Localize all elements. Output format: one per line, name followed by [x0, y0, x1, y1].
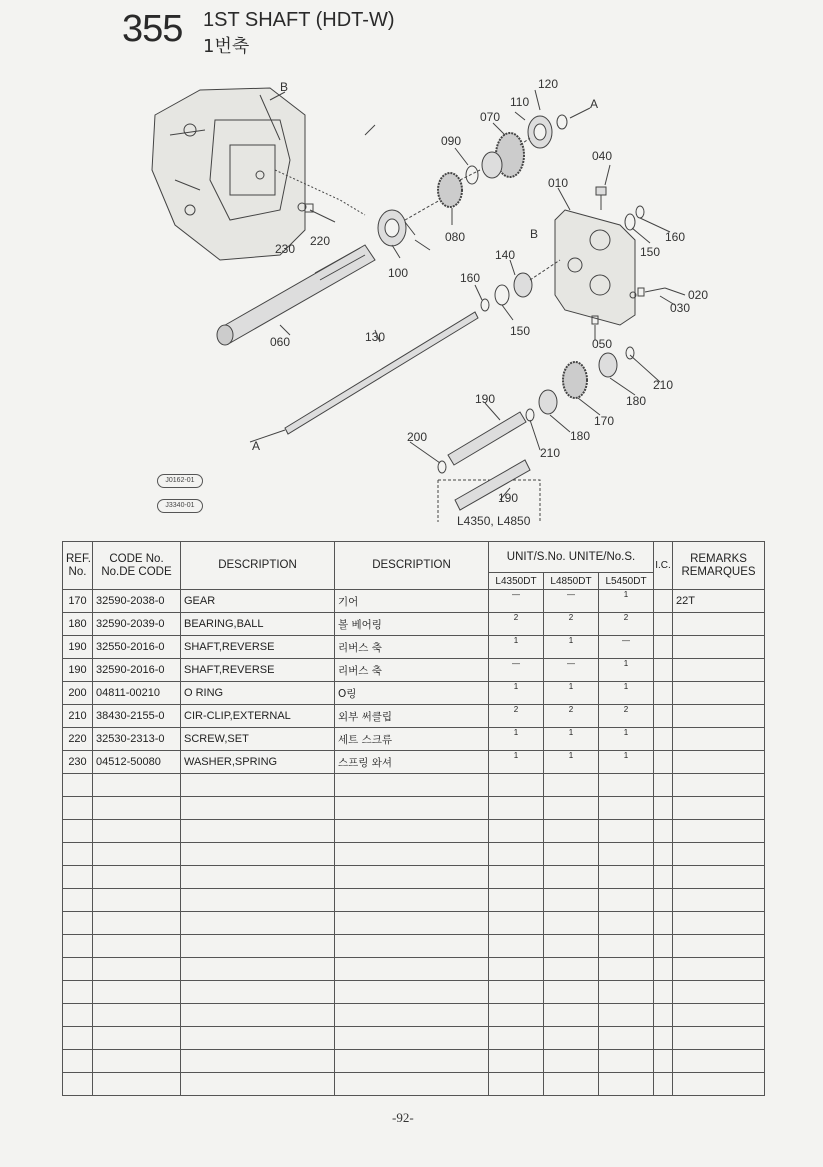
cell-desc-kr [335, 889, 489, 912]
cell-q1: 1 [489, 682, 544, 705]
cell-q3: 1 [599, 682, 654, 705]
cell-desc-kr [335, 1004, 489, 1027]
cell-ic [654, 981, 673, 1004]
cell-remarks [673, 1050, 765, 1073]
cell-ref: 190 [63, 659, 93, 682]
cell-desc-en [181, 981, 335, 1004]
cell-q2 [544, 1073, 599, 1096]
cell-remarks [673, 682, 765, 705]
cell-q1: — [489, 590, 544, 613]
cell-ic [654, 1073, 673, 1096]
cell-q3 [599, 866, 654, 889]
callout-210-right: 210 [653, 378, 674, 392]
cell-code [93, 889, 181, 912]
callout-180-lower: 180 [570, 429, 591, 443]
callout-160-middle: 160 [460, 271, 481, 285]
cell-q1 [489, 981, 544, 1004]
cell-code: 32590-2039-0 [93, 613, 181, 636]
cell-code [93, 1050, 181, 1073]
cell-ic [654, 682, 673, 705]
cell-desc-en [181, 1004, 335, 1027]
cell-desc-kr [335, 912, 489, 935]
callout-080: 080 [445, 230, 466, 244]
exploded-parts-diagram [130, 60, 730, 535]
cell-ref: 170 [63, 590, 93, 613]
cell-remarks [673, 889, 765, 912]
page-title: 1ST SHAFT (HDT-W) [203, 9, 395, 31]
cell-q3 [599, 912, 654, 935]
cell-code [93, 1027, 181, 1050]
serial-range-badge: J3340-01 [157, 499, 203, 513]
cell-q2: — [544, 590, 599, 613]
callout-030: 030 [670, 301, 691, 315]
callout-210-lower: 210 [540, 446, 561, 460]
cell-q2 [544, 1004, 599, 1027]
cell-desc-en [181, 797, 335, 820]
cell-q3 [599, 797, 654, 820]
cell-desc-kr [335, 981, 489, 1004]
cell-q3 [599, 958, 654, 981]
cell-desc-en [181, 843, 335, 866]
cell-q3 [599, 981, 654, 1004]
cell-code: 38430-2155-0 [93, 705, 181, 728]
cell-q1 [489, 958, 544, 981]
cell-ref [63, 981, 93, 1004]
cell-code [93, 912, 181, 935]
callout-020: 020 [688, 288, 709, 302]
cell-desc-kr: 기어 [335, 590, 489, 613]
cell-ref: 200 [63, 682, 93, 705]
ref-b-plate: B [530, 227, 539, 241]
cell-q1 [489, 889, 544, 912]
ref-a-bottom: A [252, 439, 261, 453]
cell-remarks [673, 958, 765, 981]
cell-q3 [599, 1073, 654, 1096]
cell-ref: 180 [63, 613, 93, 636]
callout-120: 120 [538, 77, 559, 91]
table-row [63, 682, 765, 705]
cell-ic [654, 613, 673, 636]
group-number: 355 [122, 8, 183, 50]
cell-q1 [489, 1004, 544, 1027]
cell-code [93, 958, 181, 981]
cell-ref: 210 [63, 705, 93, 728]
header-unit: UNIT/S.No. UNITE/No.S. [489, 542, 654, 573]
cell-q2 [544, 843, 599, 866]
cell-ref [63, 1004, 93, 1027]
cell-ref: 220 [63, 728, 93, 751]
header-ref: REF. No. [63, 542, 93, 590]
cell-ref [63, 797, 93, 820]
cell-desc-kr: 볼 베어링 [335, 613, 489, 636]
cell-desc-kr [335, 935, 489, 958]
cell-q2 [544, 912, 599, 935]
cell-desc-en [181, 889, 335, 912]
cell-ref [63, 866, 93, 889]
cell-q3: 2 [599, 613, 654, 636]
cell-remarks [673, 981, 765, 1004]
cell-ic [654, 797, 673, 820]
cell-desc-kr [335, 1073, 489, 1096]
cell-q1 [489, 1027, 544, 1050]
cell-remarks [673, 1027, 765, 1050]
cell-q1: 2 [489, 705, 544, 728]
cell-q1: — [489, 659, 544, 682]
callout-140: 140 [495, 248, 516, 262]
cell-ref [63, 843, 93, 866]
cell-ref [63, 1027, 93, 1050]
callout-050: 050 [592, 337, 613, 351]
cell-desc-kr [335, 958, 489, 981]
cell-q3: 1 [599, 751, 654, 774]
cell-desc-en [181, 820, 335, 843]
table-row [63, 820, 765, 843]
ref-a-top: A [590, 97, 599, 111]
cell-code [93, 797, 181, 820]
cell-ic [654, 728, 673, 751]
cell-q3 [599, 889, 654, 912]
cell-q1 [489, 1073, 544, 1096]
cell-q1 [489, 843, 544, 866]
table-row [63, 613, 765, 636]
callout-180-right: 180 [626, 394, 647, 408]
cell-desc-en [181, 935, 335, 958]
callout-150-middle: 150 [510, 324, 531, 338]
cell-desc-en [181, 1050, 335, 1073]
cell-q3 [599, 820, 654, 843]
cell-remarks [673, 636, 765, 659]
cell-ic [654, 1050, 673, 1073]
callout-060: 060 [270, 335, 291, 349]
cell-code: 32590-2038-0 [93, 590, 181, 613]
cell-ref [63, 774, 93, 797]
cell-ic [654, 820, 673, 843]
cell-ic [654, 912, 673, 935]
cell-remarks: 22T [673, 590, 765, 613]
cell-q1: 2 [489, 613, 544, 636]
table-row [63, 866, 765, 889]
cell-desc-en: GEAR [181, 590, 335, 613]
cell-q3: — [599, 636, 654, 659]
cell-q2: 1 [544, 728, 599, 751]
cell-desc-kr [335, 797, 489, 820]
callout-160-right: 160 [665, 230, 686, 244]
callout-230: 230 [275, 242, 296, 256]
cell-q1 [489, 935, 544, 958]
table-row [63, 797, 765, 820]
cell-q3 [599, 774, 654, 797]
cell-desc-kr [335, 774, 489, 797]
cell-q2: 2 [544, 705, 599, 728]
cell-desc-kr: 스프링 와셔 [335, 751, 489, 774]
cell-remarks [673, 613, 765, 636]
cell-code [93, 1004, 181, 1027]
cell-q2: 1 [544, 682, 599, 705]
cell-q1 [489, 1050, 544, 1073]
cell-remarks [673, 774, 765, 797]
cell-q3: 1 [599, 590, 654, 613]
cell-code [93, 820, 181, 843]
cell-ic [654, 843, 673, 866]
table-row [63, 912, 765, 935]
table-row [63, 751, 765, 774]
cell-ref: 190 [63, 636, 93, 659]
table-row [63, 889, 765, 912]
cell-q2 [544, 866, 599, 889]
callout-200: 200 [407, 430, 428, 444]
cell-code: 04512-50080 [93, 751, 181, 774]
cell-desc-kr: O링 [335, 682, 489, 705]
cell-ref [63, 935, 93, 958]
table-row [63, 1004, 765, 1027]
header-remarks: REMARKS REMARQUES [673, 542, 765, 590]
cell-desc-kr [335, 1050, 489, 1073]
cell-desc-kr [335, 820, 489, 843]
table-row [63, 705, 765, 728]
cell-q1: 1 [489, 751, 544, 774]
cell-q3 [599, 843, 654, 866]
page-number: -92- [392, 1110, 414, 1125]
table-row [63, 774, 765, 797]
header-model: L5450DT [599, 573, 654, 590]
cell-code: 32530-2313-0 [93, 728, 181, 751]
cell-q2 [544, 889, 599, 912]
cell-desc-en [181, 958, 335, 981]
cell-remarks [673, 935, 765, 958]
cell-ref [63, 1050, 93, 1073]
cell-q2 [544, 958, 599, 981]
cell-ref: 230 [63, 751, 93, 774]
cell-ic [654, 935, 673, 958]
cell-q2: 2 [544, 613, 599, 636]
callout-110: 110 [510, 95, 530, 109]
cell-code: 32590-2016-0 [93, 659, 181, 682]
cell-code [93, 774, 181, 797]
cell-ic [654, 659, 673, 682]
cell-desc-en [181, 774, 335, 797]
cell-ref [63, 820, 93, 843]
cell-ic [654, 889, 673, 912]
callout-130: 130 [365, 330, 386, 344]
header-code: CODE No. No.DE CODE [93, 542, 181, 590]
cell-remarks [673, 1004, 765, 1027]
cell-remarks [673, 843, 765, 866]
header-model: L4350DT [489, 573, 544, 590]
table-row [63, 728, 765, 751]
cell-q2: 1 [544, 751, 599, 774]
cell-q2 [544, 797, 599, 820]
cell-desc-en: SHAFT,REVERSE [181, 636, 335, 659]
cell-q2 [544, 1050, 599, 1073]
callout-190-alt: 190 [498, 491, 519, 505]
cell-desc-kr: 리버스 축 [335, 659, 489, 682]
table-row [63, 958, 765, 981]
cell-desc-en: BEARING,BALL [181, 613, 335, 636]
cell-desc-en [181, 912, 335, 935]
cell-q2: — [544, 659, 599, 682]
callout-040: 040 [592, 149, 613, 163]
cell-desc-kr [335, 843, 489, 866]
cell-q3: 1 [599, 659, 654, 682]
header-model: L4850DT [544, 573, 599, 590]
cell-q1 [489, 774, 544, 797]
cell-q3 [599, 1027, 654, 1050]
cell-ref [63, 889, 93, 912]
cell-remarks [673, 866, 765, 889]
cell-q1: 1 [489, 636, 544, 659]
callout-070: 070 [480, 110, 501, 124]
cell-ic [654, 774, 673, 797]
cell-code [93, 981, 181, 1004]
table-row [63, 843, 765, 866]
cell-ic [654, 958, 673, 981]
callout-100: 100 [388, 266, 409, 280]
cell-ic [654, 751, 673, 774]
cell-q2 [544, 774, 599, 797]
ref-b-top: B [280, 80, 289, 94]
cell-ic [654, 1027, 673, 1050]
page-title-korean: 1번축 [203, 36, 250, 57]
cell-desc-kr: 외부 써클립 [335, 705, 489, 728]
cell-q2 [544, 820, 599, 843]
cell-remarks [673, 728, 765, 751]
cell-q3: 2 [599, 705, 654, 728]
header-desc-kr: DESCRIPTION [335, 542, 489, 590]
cell-q3 [599, 1004, 654, 1027]
cell-code: 04811-00210 [93, 682, 181, 705]
cell-q3 [599, 935, 654, 958]
cell-desc-en [181, 866, 335, 889]
table-row [63, 1050, 765, 1073]
cell-ref [63, 1073, 93, 1096]
cell-q2 [544, 981, 599, 1004]
cell-ic [654, 1004, 673, 1027]
cell-desc-en: CIR-CLIP,EXTERNAL [181, 705, 335, 728]
cell-desc-en: WASHER,SPRING [181, 751, 335, 774]
cell-remarks [673, 659, 765, 682]
table-row [63, 590, 765, 613]
header-ic: I.C. [654, 542, 673, 590]
cell-remarks [673, 751, 765, 774]
cell-q2 [544, 935, 599, 958]
cell-desc-kr: 리버스 축 [335, 636, 489, 659]
cell-code [93, 843, 181, 866]
callout-150-right: 150 [640, 245, 661, 259]
cell-desc-kr [335, 1027, 489, 1050]
cell-desc-en: SCREW,SET [181, 728, 335, 751]
cell-ic [654, 590, 673, 613]
cell-q1 [489, 912, 544, 935]
table-row [63, 636, 765, 659]
cell-q3 [599, 1050, 654, 1073]
cell-ic [654, 866, 673, 889]
cell-desc-kr [335, 866, 489, 889]
cell-q1 [489, 820, 544, 843]
callout-220: 220 [310, 234, 331, 248]
callout-170: 170 [594, 414, 615, 428]
cell-q1 [489, 866, 544, 889]
cell-desc-en [181, 1027, 335, 1050]
table-row [63, 659, 765, 682]
cell-ref [63, 958, 93, 981]
cell-code: 32550-2016-0 [93, 636, 181, 659]
cell-code [93, 866, 181, 889]
table-row [63, 981, 765, 1004]
cell-ref [63, 912, 93, 935]
cell-remarks [673, 705, 765, 728]
cell-q1 [489, 797, 544, 820]
cell-code [93, 1073, 181, 1096]
callout-010: 010 [548, 176, 569, 190]
cell-ic [654, 636, 673, 659]
cell-ic [654, 705, 673, 728]
table-row [63, 935, 765, 958]
variant-note: L4350, L4850 [457, 514, 531, 528]
cell-desc-kr: 세트 스크류 [335, 728, 489, 751]
cell-remarks [673, 1073, 765, 1096]
cell-code [93, 935, 181, 958]
cell-q2 [544, 1027, 599, 1050]
cell-remarks [673, 820, 765, 843]
cell-desc-en [181, 1073, 335, 1096]
callout-190: 190 [475, 392, 496, 406]
serial-range-badge: J0162-01 [157, 474, 203, 488]
table-row [63, 1027, 765, 1050]
cell-q2: 1 [544, 636, 599, 659]
cell-q1: 1 [489, 728, 544, 751]
parts-table [62, 541, 765, 1096]
cell-desc-en: SHAFT,REVERSE [181, 659, 335, 682]
cell-desc-en: O RING [181, 682, 335, 705]
header-desc-en: DESCRIPTION [181, 542, 335, 590]
callout-090: 090 [441, 134, 462, 148]
table-row [63, 1073, 765, 1096]
cell-remarks [673, 912, 765, 935]
cell-q3: 1 [599, 728, 654, 751]
cell-remarks [673, 797, 765, 820]
